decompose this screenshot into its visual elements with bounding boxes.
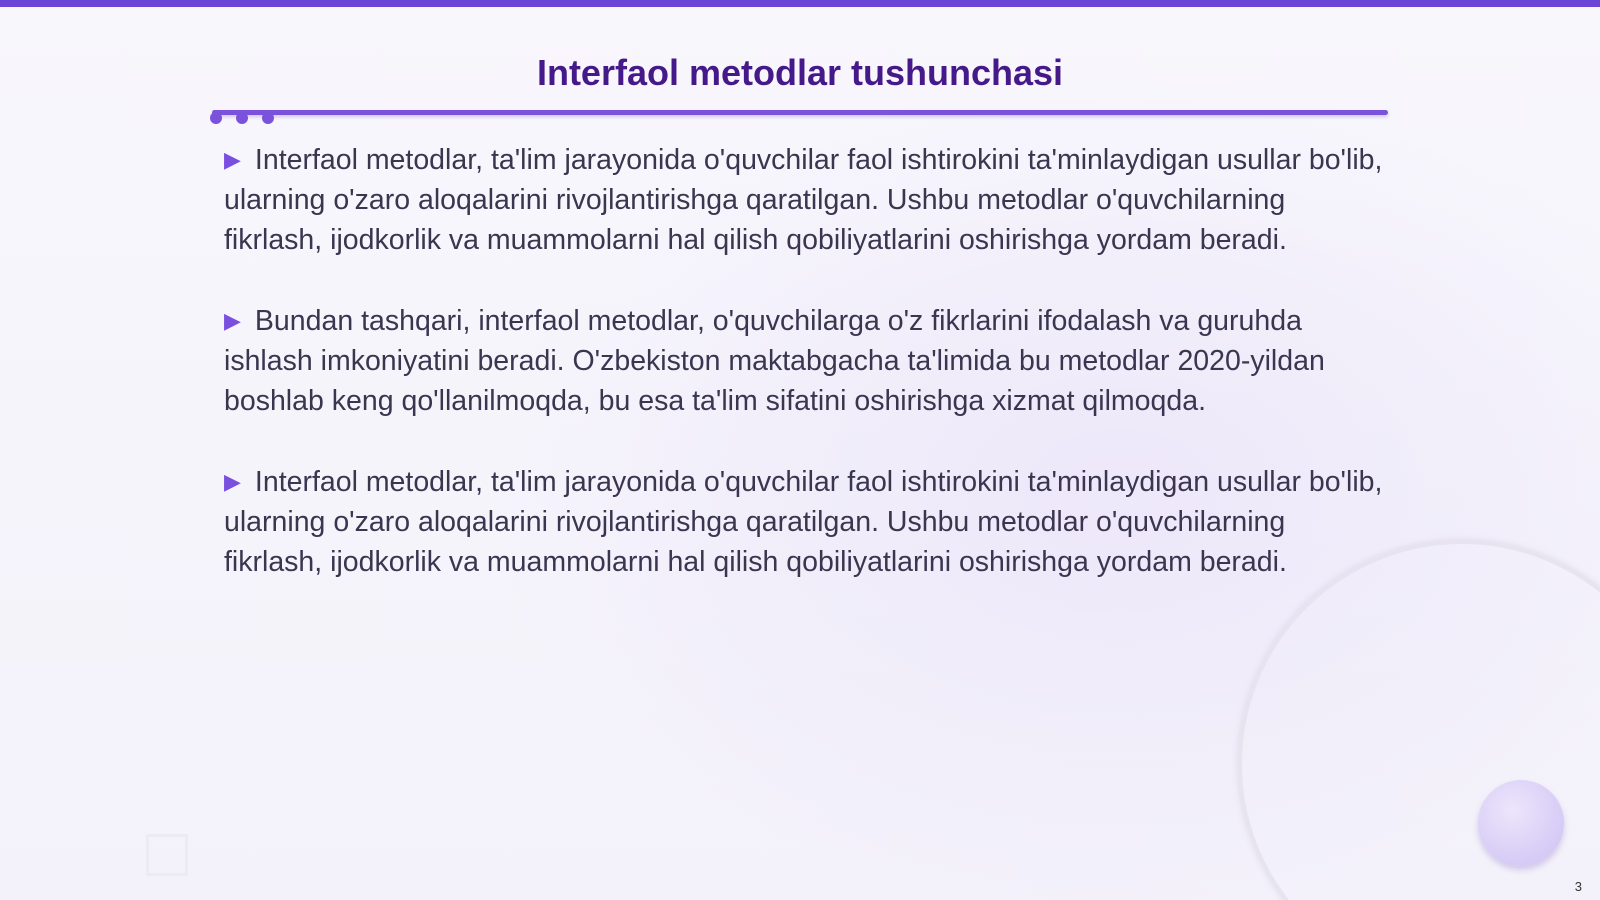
decorative-orb <box>1478 780 1564 866</box>
bullet-paragraph-3 <box>224 462 1384 582</box>
dot-icon <box>210 112 222 124</box>
slide-title: Interfaol metodlar tushunchasi <box>536 52 1064 93</box>
bullet-paragraph-2 <box>224 301 1384 421</box>
dot-icon <box>262 112 274 124</box>
triangle-bullet-icon: ▶ <box>224 308 241 333</box>
slide-content <box>224 140 1384 623</box>
dot-icon <box>236 112 248 124</box>
bullet-paragraph-1 <box>224 140 1384 260</box>
decorative-square <box>146 834 188 876</box>
top-accent-bar <box>0 0 1600 7</box>
paragraph-text: Interfaol metodlar, ta'lim jarayonida o'quvchilar faol ishtirokini ta'minlaydigan usullar bo'lib, ularning o'zaro aloqalarini rivojlantirishga qaratilgan. Ushbu metodlar o'quvchilarning fikrlash, ijodkorlik va muammolarni hal qilish qobiliyatlarini oshirishga yordam beradi. <box>224 466 1383 578</box>
paragraph-text: Interfaol metodlar, ta'lim jarayonida o'quvchilar faol ishtirokini ta'minlaydigan usullar bo'lib, ularning o'zaro aloqalarini rivojlantirishga qaratilgan. Ushbu metodlar o'quvchilarning fikrlash, ijodkorlik va muammolarni hal qilish qobiliyatlarini oshirishga yordam beradi. <box>224 144 1383 256</box>
paragraph-text: Bundan tashqari, interfaol metodlar, o'quvchilarga o'z fikrlarini ifodalash va guruhda ishlash imkoniyatini beradi. O'zbekiston maktabgacha ta'limida bu metodlar 2020-yildan boshlab keng qo'llanilmoqda, bu esa ta'lim sifatini oshirishga xizmat qilmoqda. <box>224 305 1325 417</box>
title-dots-decoration <box>210 110 290 130</box>
triangle-bullet-icon: ▶ <box>224 147 241 172</box>
triangle-bullet-icon: ▶ <box>224 469 241 494</box>
page-number: 3 <box>1574 879 1582 894</box>
title-underline <box>212 110 1388 115</box>
